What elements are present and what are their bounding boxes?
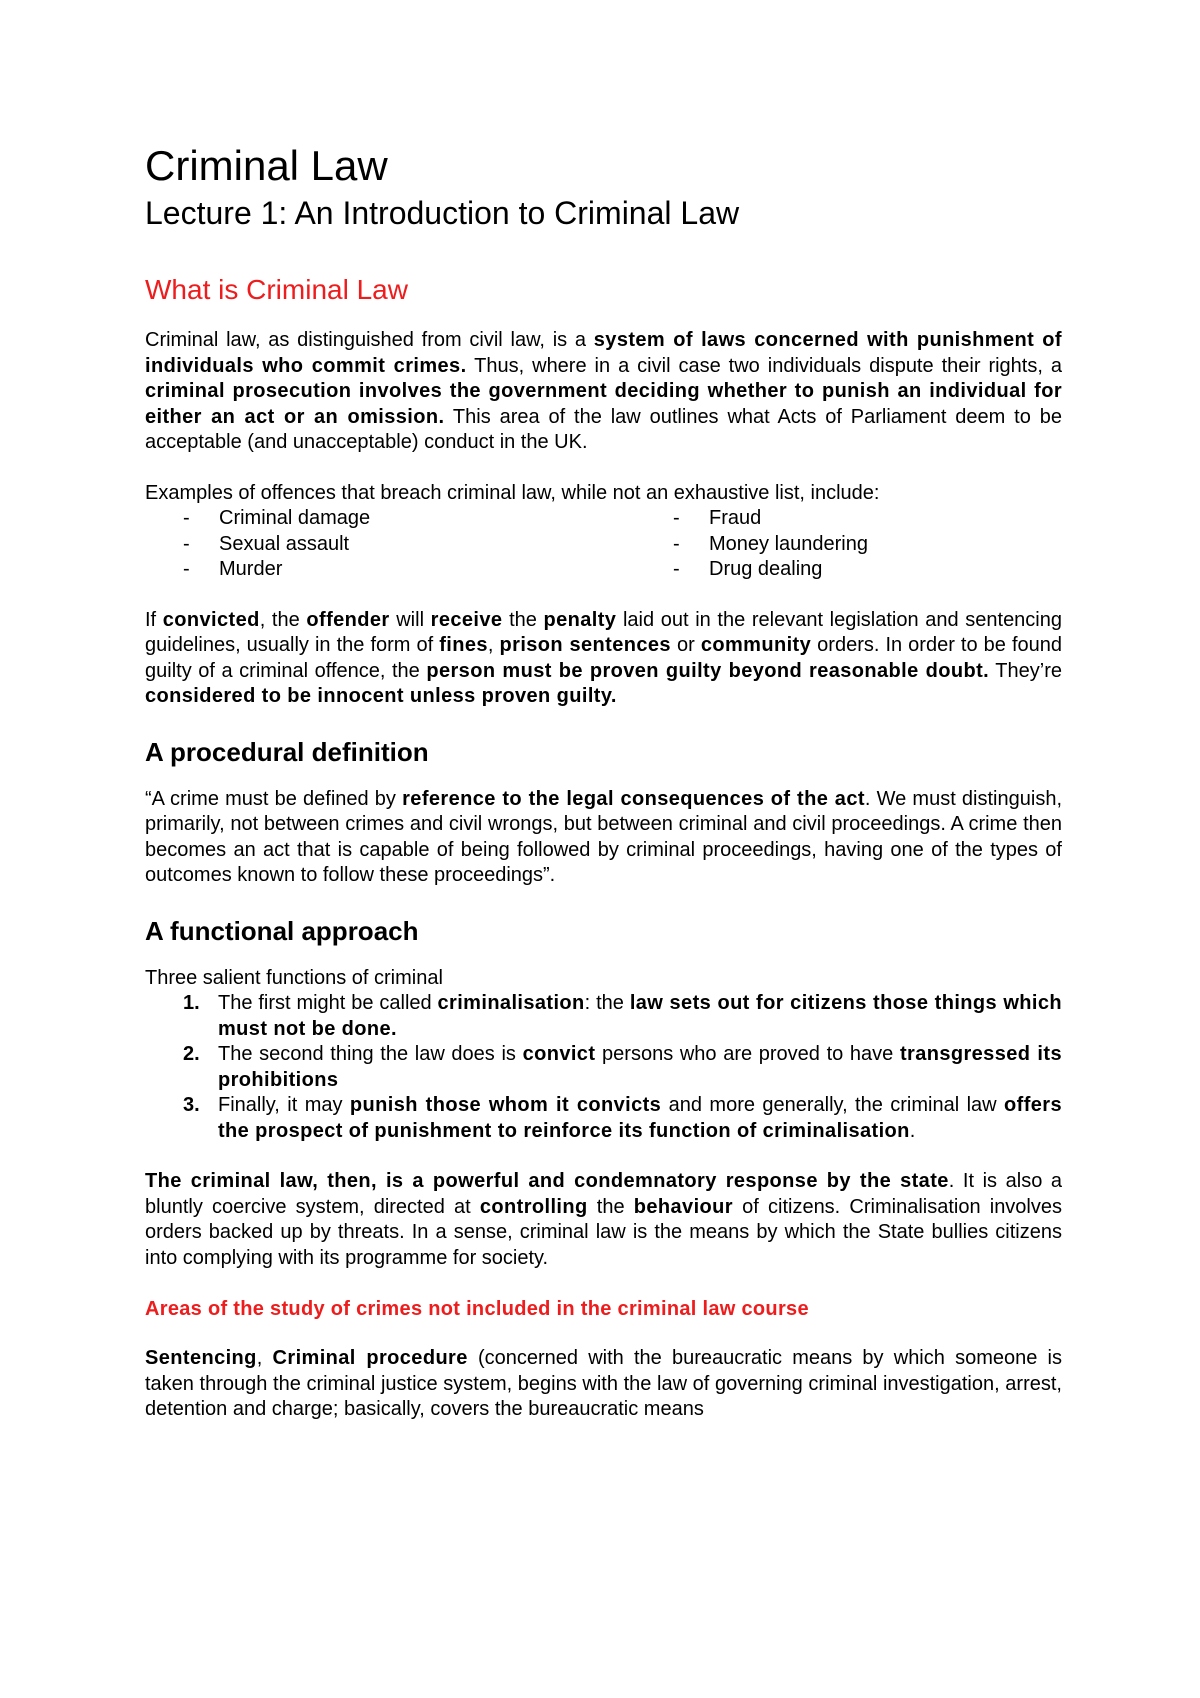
examples-intro: Examples of offences that breach criminal law, while not an exhaustive list, include: [145, 481, 880, 504]
bold-run: controlling [479, 1195, 588, 1218]
text-run: : the [584, 992, 630, 1014]
text-run: . It is also a bluntly coercive system, directed at [145, 1170, 1063, 1218]
dash-bullet: - [183, 558, 190, 580]
bold-run: offender [306, 608, 390, 631]
bold-run: Sentencing [145, 1347, 257, 1369]
text-run: will [389, 608, 431, 631]
list-item [673, 532, 1053, 558]
text-run: and more generally, the criminal law [661, 1094, 1005, 1116]
dash-bullet: - [183, 507, 190, 529]
list-item-text: Fraud [709, 507, 762, 529]
text-run: the [502, 608, 544, 631]
paragraph-areas [145, 1346, 1062, 1423]
bold-run: offers the prospect of punishment to reinforce its function of criminalisation [218, 1094, 1062, 1142]
dash-bullet: - [673, 532, 680, 555]
bold-run: fines [439, 634, 488, 656]
list-item [183, 557, 673, 583]
bold-run: receive [430, 608, 503, 631]
document-title: Criminal Law [145, 142, 388, 189]
list-item-text: Sexual assault [219, 532, 350, 555]
bold-run: convict [522, 1043, 596, 1065]
text-run: , the [259, 608, 307, 631]
text-run: “A crime must be defined by [145, 787, 403, 810]
text-run: Criminal law, as distinguished from civil law, is a [145, 329, 594, 351]
text-run: They’re [989, 659, 1062, 682]
list-number: 2. [183, 1043, 200, 1065]
text-run: . We must distinguish, primarily, not between crimes and civil wrongs, but between criminal and civil proceedings. A crime then becomes an act that is capable of being followed by criminal proceedings, having one of the types of outcomes known to follow these proceedings”. [145, 787, 1062, 886]
list-item [183, 506, 673, 532]
list-item [145, 991, 1062, 1042]
text-run: . [909, 1119, 916, 1142]
section-heading-functional-approach: A functional approach [145, 915, 419, 946]
text-run: laid out in the relevant legislation and sentencing guidelines, usually in the form of [145, 608, 1062, 656]
functions-intro: Three salient functions of criminal [145, 966, 443, 989]
list-number: 1. [183, 992, 200, 1014]
bold-run: considered to be innocent unless proven guilty. [145, 685, 617, 707]
document-subtitle: Lecture 1: An Introduction to Criminal Law [145, 195, 740, 231]
functions-list [145, 991, 1062, 1144]
text-run: This area of the law outlines what Acts of Parliament deem to be acceptable (and unacceptable) conduct in the UK. [145, 405, 1062, 453]
list-item-text: Money laundering [709, 532, 868, 555]
paragraph-definition [145, 328, 1062, 456]
text-run: orders. In order to be found guilty of a criminal offence, the [145, 634, 1062, 682]
bold-run: community [700, 634, 812, 656]
bold-run: transgressed its prohibitions [218, 1043, 1062, 1091]
bold-run: punish those whom it convicts [349, 1094, 662, 1116]
bold-run: convicted [162, 608, 260, 631]
dash-bullet: - [673, 507, 680, 529]
paragraph-penalties [145, 608, 1062, 710]
dash-bullet: - [673, 558, 680, 580]
section-heading-procedural-definition: A procedural definition [145, 736, 429, 767]
bold-run: person must be proven guilty beyond reasonable doubt. [426, 659, 990, 682]
bold-run: reference to the legal consequences of the act [402, 787, 865, 810]
paragraph-coercive-system [145, 1169, 1062, 1271]
list-item-text: Murder [219, 558, 283, 580]
list-item-text [218, 1093, 1062, 1144]
bold-run: criminalisation [437, 992, 585, 1014]
text-run: If [145, 608, 163, 631]
bold-run: behaviour [633, 1195, 733, 1218]
text-run: , [487, 634, 500, 656]
list-item-text: Criminal damage [219, 507, 371, 529]
text-run: , [256, 1347, 273, 1369]
list-item [673, 506, 1053, 532]
bold-run: system of laws concerned with punishment of individuals who commit crimes. [145, 329, 1062, 377]
section-heading-areas-not-included: Areas of the study of crimes not included in the criminal law course [145, 1298, 809, 1320]
bold-run: penalty [543, 608, 617, 631]
list-item-text: Drug dealing [709, 558, 823, 580]
examples-column-right [673, 506, 1053, 583]
list-item [183, 532, 673, 558]
text-run: or [670, 634, 701, 656]
examples-list [145, 506, 1062, 583]
text-run: The second thing the law does is [218, 1043, 523, 1065]
bold-run: The criminal law, then, is a powerful and condemnatory response by the state [145, 1170, 949, 1192]
bold-run: law sets out for citizens those things which must not be done. [218, 992, 1062, 1040]
list-number: 3. [183, 1094, 200, 1116]
examples-column-left [183, 506, 673, 583]
text-run: (concerned with the bureaucratic means by which someone is taken through the criminal justice system, begins with the law of governing criminal investigation, arrest, detention and charge; basically, covers the bureaucratic means [145, 1347, 1062, 1420]
text-run: Thus, where in a civil case two individuals dispute their rights, a [466, 354, 1063, 377]
list-item [673, 557, 1053, 583]
bold-run: criminal prosecution involves the government deciding whether to punish an individual for either an act or an omission. [145, 380, 1062, 428]
text-run: persons who are proved to have [595, 1043, 900, 1065]
text-run: the [587, 1195, 634, 1218]
document-page [145, 140, 1062, 1448]
text-run: of citizens. Criminalisation involves orders backed up by threats. In a sense, criminal law is the means by which the State bullies citizens into complying with its programme for society. [145, 1195, 1063, 1269]
bold-run: prison sentences [499, 634, 671, 656]
text-run: Finally, it may [218, 1094, 350, 1116]
section-heading-what-is-criminal-law: What is Criminal Law [145, 274, 408, 305]
paragraph-procedural [145, 787, 1062, 889]
list-item [145, 1042, 1062, 1093]
bold-run: Criminal procedure [272, 1347, 468, 1369]
list-item-text [218, 1042, 1062, 1093]
list-item-text [218, 991, 1062, 1042]
dash-bullet: - [183, 532, 190, 555]
list-item [145, 1093, 1062, 1144]
text-run: The first might be called [218, 992, 438, 1014]
